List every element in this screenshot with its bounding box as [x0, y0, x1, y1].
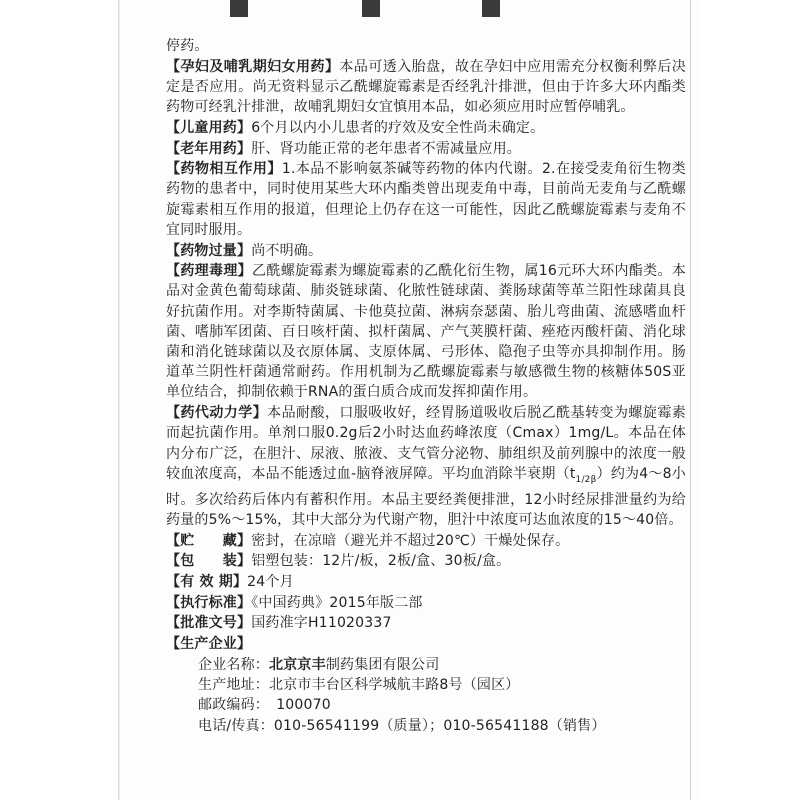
section-heading: 【药物过量】: [166, 242, 252, 259]
page-edge: [690, 0, 691, 800]
section-body: 本品可透入胎盘，故在孕妇中应用需充分权衡利弊后决定是否应用。尚无资料显示乙酰螺旋霉素是否经乳汁排泄，但由于许多大环内酯类药物可经乳汁排泄，故哺乳期妇女宜慎用本品，如必须应用时应暂停哺乳。: [166, 58, 686, 116]
binding-mark: [482, 0, 500, 17]
section-heading: 【药物相互作用】: [166, 161, 282, 178]
section-pregnancy: [166, 57, 686, 118]
leaflet-text: [166, 36, 686, 736]
section-pharmacokinetics: [166, 403, 686, 530]
manufacturer-info: [198, 655, 686, 736]
section-body: 《中国药典》2015年版二部: [251, 594, 423, 611]
company-phone: 电话/传真：010-56541199（质量）；010-56541188（销售）: [198, 717, 606, 734]
section-heading: 【批准文号】: [166, 615, 252, 632]
section-continuation: [166, 36, 686, 56]
section-body: 1.本品不影响氨茶碱等药物的体内代谢。2.在接受麦角衍生物类药物的患者中，同时使用某些大环内酯类曾出现麦角中毒，目前尚无麦角与乙酰螺旋霉素相互作用的报道，但理论上仍存在这一可能性，因此乙酰螺旋霉素与麦角不宜同时服用。: [166, 161, 686, 238]
section-body: 本品耐酸，口服吸收好，经胃肠道吸收后脱乙酰基转变为螺旋霉素而起抗菌作用。单剂口服0.2g后2小时达血药峰浓度（Cmax）1mg/L。本品在体内分布广泛，在胆汁、尿液、脓液、支气管分泌物、肺组织及前列腺中的浓度一般较血浓度高，本品不能透过血-脑脊液屏障。平均血消除半衰期（t: [166, 405, 686, 482]
section-heading: 【药代动力学】: [166, 405, 268, 422]
section-body: 肝、肾功能正常的老年患者不需减量应用。: [251, 140, 522, 157]
section-heading: 【生产企业】: [166, 636, 252, 653]
section-heading: 【孕妇及哺乳期妇女用药】: [166, 58, 340, 75]
section-body: 停药。: [166, 38, 209, 54]
section-body: 国药准字H11020337: [251, 615, 392, 632]
section-pharmacology: [166, 261, 686, 402]
section-interactions: [166, 159, 686, 240]
section-heading: 【儿童用药】: [166, 119, 252, 136]
company-name-rest: 制药集团有限公司: [325, 656, 440, 673]
section-heading: 【老年用药】: [166, 140, 252, 157]
section-heading: 【执行标准】: [166, 594, 252, 611]
section-body: 铝塑包装：12片/板，2板/盒、30板/盒。: [251, 553, 511, 570]
company-brand: 北京京丰: [269, 656, 326, 673]
section-heading: 【包 装】: [166, 553, 252, 570]
company-name-label: 企业名称：: [198, 656, 269, 673]
binding-mark: [362, 0, 380, 17]
section-body: 24个月: [247, 574, 294, 591]
section-pediatric: [166, 118, 686, 138]
section-storage: [166, 531, 686, 551]
section-packaging: [166, 551, 686, 571]
section-body: 6个月以内小儿患者的疗效及安全性尚未确定。: [251, 119, 545, 136]
section-body: 乙酰螺旋霉素为螺旋霉素的乙酰化衍生物，属16元环大环内酯类。本品对金黄色葡萄球菌、肺炎链球菌、化脓性链球菌、粪肠球菌等革兰阳性球菌具良好抗菌作用。对李斯特菌属、卡他莫拉菌、淋病奈瑟菌、胎儿弯曲菌、流感嗜血杆菌、嗜肺军团菌、百日咳杆菌、拟杆菌属、产气荚膜杆菌、痤疮丙酸杆菌、消化球菌和消化链球菌以及衣原体属、支原体属、弓形体、隐孢子虫等亦具抑制作用。肠道革兰阴性杆菌通常耐药。作用机制为乙酰螺旋霉素与敏感微生物的核糖体50S亚单位结合，抑制依赖于RNA的蛋白质合成而发挥抑菌作用。: [166, 263, 687, 401]
company-name: [198, 655, 686, 675]
company-address: 生产地址：北京市丰台区科学城航丰路8号（园区）: [198, 677, 520, 694]
section-manufacturer: [166, 634, 686, 654]
half-life-subscript: 1/2β: [575, 474, 597, 485]
section-body: 尚不明确。: [251, 242, 323, 259]
section-heading: 【药理毒理】: [166, 263, 253, 280]
section-body: ）约为4～8小时。多次给药后体内有蓄积作用。本品主要经粪便排泄，12小时经尿排泄量约为给药量的5%～15%，其中大部分为代谢产物，胆汁中浓度可达血浓度的15～40倍。: [166, 465, 686, 528]
section-shelf-life: [166, 572, 686, 592]
section-standard: [166, 593, 686, 613]
section-overdose: [166, 241, 686, 261]
binding-mark: [230, 0, 248, 17]
section-approval: [166, 613, 686, 633]
section-body: 密封，在凉暗（避光并不超过20℃）干燥处保存。: [251, 532, 570, 549]
section-heading: 【贮 藏】: [166, 532, 252, 549]
section-geriatric: [166, 139, 686, 159]
company-postal: 邮政编码： 100070: [198, 697, 331, 714]
section-heading: 【有 效 期】: [166, 574, 248, 591]
